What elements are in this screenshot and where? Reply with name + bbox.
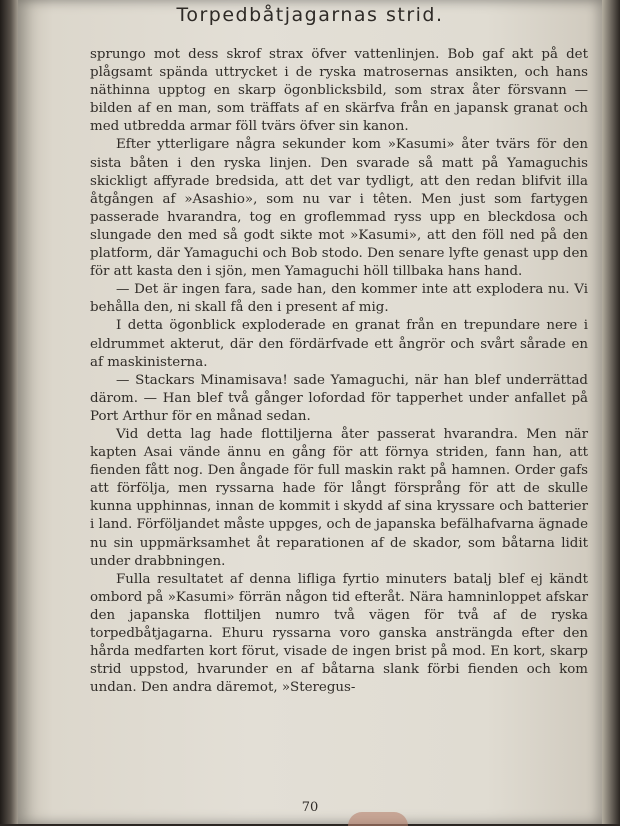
book-edge xyxy=(602,0,620,824)
paragraph: sprungo mot dess skrof strax öfver vattenlinjen. Bob gaf akt på det plågsamt spända uttrycket i de ryska matrosernas ansikten, och hans näthinna upptog en skarp ögonblicksbild, som strax åter försvann — bilden af en man, som träffats af en skärfva från en japansk granat och med utbredda armar föll tvärs öfver sin kanon. xyxy=(90,47,588,135)
paragraph: — Det är ingen fara, sade han, den kommer inte att explodera nu. Vi behålla den, ni skall få den i present af mig. xyxy=(90,282,588,316)
paragraph: — Stackars Minamisava! sade Yamaguchi, när han blef underrättad därom. — Han blef två gånger lofordad för tapperhet under anfallet på Port Arthur för en månad sedan. xyxy=(90,372,588,424)
paragraph: Vid detta lag hade flottiljerna åter passerat hvarandra. Men när kapten Asai vände ännu en gång för att förnya striden, fann han, att fienden fått nog. Den ångade för full maskin rakt på hamnen. Order gafs att förfölja, men ryssarna hade för långt försprång för att de skulle kunna upphinnas, innan de kommit i skydd af sina kryssare och batterier i land. Förföljandet måste uppges, och de japanska befälhafvarna ägnade nu sin uppmärksamhet åt reparationen af de skador, som båtarna lidit under drabbningen. xyxy=(90,426,588,569)
paragraph: I detta ögonblick exploderade en granat från en trepundare nere i eldrummet akterut, där den fördärfvade ett ångrör och svårt sårade en af maskinisterna. xyxy=(90,318,588,370)
book-gutter xyxy=(0,0,18,824)
paragraph: Efter ytterligare några sekunder kom »Kasumi» åter tvärs för den sista båten i den ryska linjen. Den svarade så matt på Yamaguchis skickligt affyrade bredsida, att det var tydligt, att den redan blifvit illa åtgången af »Asashio», som nu var i têten. Men just som fartygen passerade hvarandra, tog en groflemmad ryss upp en bleckdosa och slungade den med så godt sikte mot »Kasumi», att den föll ned på den platform, där Yamaguchi och Bob stodo. Den senare lyfte genast upp den för att kasta den i sjön, men Yamaguchi höll tillbaka hans hand. xyxy=(90,137,588,280)
page-body xyxy=(90,46,588,697)
book-page xyxy=(18,0,602,824)
page-number: 70 xyxy=(301,800,319,815)
paragraph: Fulla resultatet af denna lifliga fyrtio minuters batalj blef ej kändt ombord på »Kasumi» förrän någon tid efteråt. Nära hamninloppet afskar den japanska flottiljen numro två vägen för två af de ryska torpedbåtjagarna. Ehuru ryssarna voro ganska ansträngda efter den hårda medfarten kort förut, visade de ingen brist på mod. En kort, skarp strid uppstod, hvarunder en af båtarna slank förbi fienden och kom undan. Den andra däremot, »Steregus- xyxy=(90,571,588,696)
running-header: Torpedbåtjagarnas strid. xyxy=(176,4,444,26)
